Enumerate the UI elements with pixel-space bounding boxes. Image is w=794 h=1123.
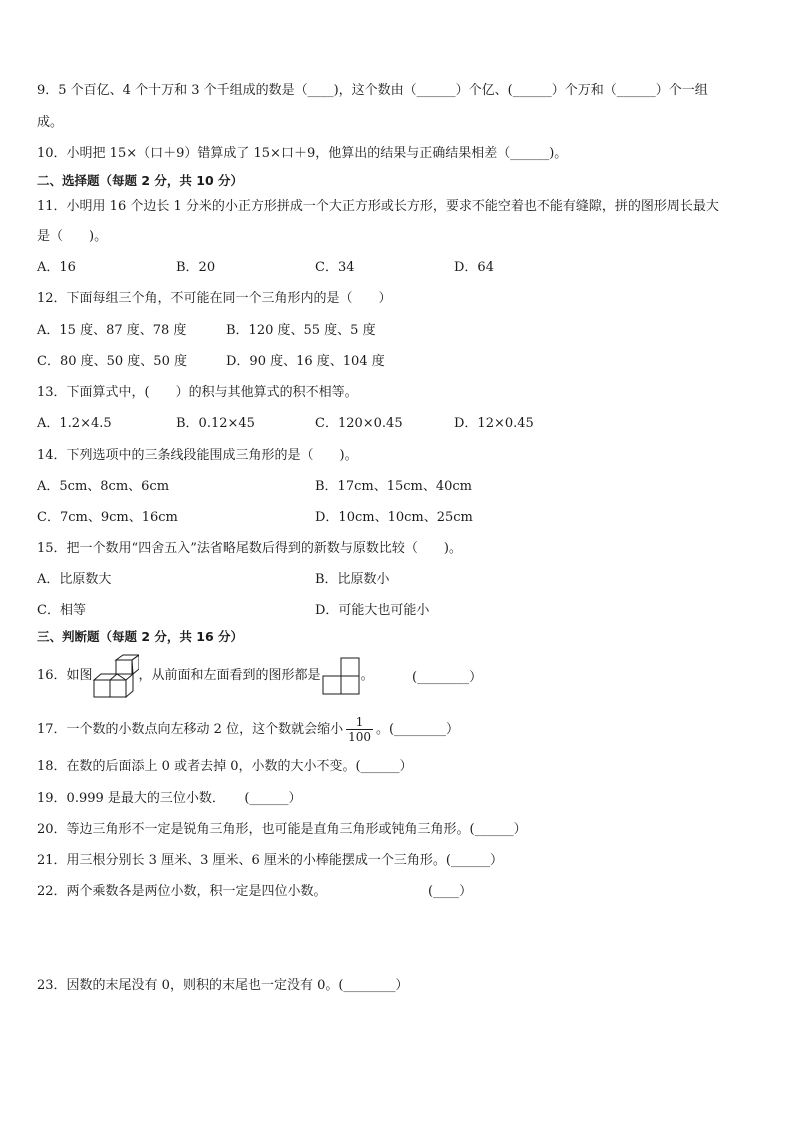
q9-line1: 9．5 个百亿、4 个十万和 3 个千组成的数是（____)，这个数由（______）个亿、(______）个万和（______）个一组 [37,83,708,98]
q16-cube-figure [93,654,139,698]
q11-option-a: A．16 [37,260,76,275]
q11-line2: 是（ )。 [37,229,108,244]
q11-option-c: C．34 [315,260,355,275]
q16-middle: ，从前面和左面看到的图形都是 [138,668,321,683]
q14-stem: 14．下列选项中的三条线段能围成三角形的是（ )。 [37,448,358,463]
q22-text: 22．两个乘数各是两位小数，积一定是四位小数。 [37,884,327,899]
q9-line2: 成。 [37,115,64,130]
q11-option-d: D．64 [454,260,494,275]
q17-line [37,713,459,747]
q17-fraction-numerator: 1 [346,715,373,730]
q15-option-c: C．相等 [37,603,86,618]
q10-text: 10．小明把 15×（口＋9）错算成了 15×口＋9，他算出的结果与正确结果相差（______)。 [37,146,568,161]
q23-text: 23．因数的末尾没有 0，则积的末尾也一定没有 0。(________） [37,978,409,993]
q22-answer-blank: (____） [428,884,473,899]
q17-suffix: 。(________） [375,722,460,737]
q15-option-d: D．可能大也可能小 [315,603,430,618]
q16-answer-blank: (________） [412,670,483,685]
q18-text: 18．在数的后面添上 0 或者去掉 0，小数的大小不变。(______） [37,759,413,774]
q12-option-c: C．80 度、50 度、50 度 [37,354,187,369]
q21-text: 21．用三根分别长 3 厘米、3 厘米、6 厘米的小棒能摆成一个三角形。(______） [37,853,503,868]
q13-option-b: B．0.12×45 [176,416,255,431]
q14-option-d: D．10cm、10cm、25cm [315,510,473,525]
q13-option-c: C．120×0.45 [315,416,403,431]
q19-text: 19．0.999 是最大的三位小数． (______） [37,791,302,806]
q14-option-c: C．7cm、9cm、16cm [37,510,178,525]
q15-stem: 15．把一个数用“四舍五入”法省略尾数后得到的新数与原数比较（ )。 [37,541,462,556]
q13-stem: 13．下面算式中，( ）的积与其他算式的积不相等。 [37,385,358,400]
q16-view-figure [321,654,361,698]
q12-option-b: B．120 度、55 度、5 度 [226,323,376,338]
q15-option-b: B．比原数小 [315,572,390,587]
q17-fraction [346,715,373,744]
q11-option-b: B．20 [176,260,216,275]
q20-text: 20．等边三角形不一定是锐角三角形，也可能是直角三角形或钝角三角形。(______） [37,822,527,837]
q17-fraction-denominator: 100 [348,730,371,744]
section-3-heading: 三、判断题（每题 2 分，共 16 分） [37,629,244,644]
q16-suffix: 。 [360,668,374,683]
q12-option-a: A．15 度、87 度、78 度 [37,323,187,338]
section-2-heading: 二、选择题（每题 2 分，共 10 分） [37,173,244,188]
q14-option-a: A．5cm、8cm、6cm [37,479,170,494]
q12-option-d: D．90 度、16 度、104 度 [226,354,385,369]
q14-option-b: B．17cm、15cm、40cm [315,479,473,494]
q16-prefix: 16．如图 [37,668,93,683]
q12-stem: 12．下面每组三个角，不可能在同一个三角形内的是（ ） [37,291,392,306]
q13-option-d: D．12×0.45 [454,416,534,431]
q15-option-a: A．比原数大 [37,572,112,587]
q17-prefix: 17．一个数的小数点向左移动 2 位，这个数就会缩小 [37,722,344,737]
q16-line [37,654,374,698]
q13-option-a: A．1.2×4.5 [37,416,112,431]
q11-line1: 11．小明用 16 个边长 1 分米的小正方形拼成一个大正方形或长方形，要求不能空着也不能有缝隙，拼的图形周长最大 [37,199,719,214]
